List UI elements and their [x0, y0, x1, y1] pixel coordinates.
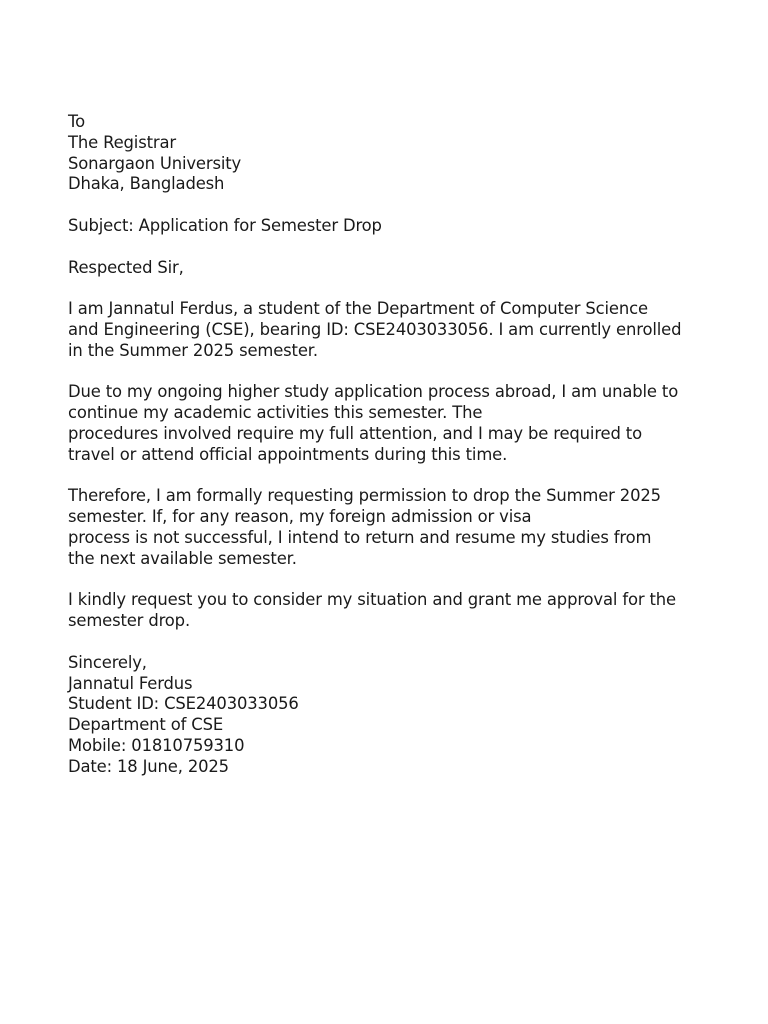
salutation: Respected Sir, — [68, 257, 184, 277]
paragraph-line: I kindly request you to consider my situation and grant me approval for the — [68, 590, 676, 610]
date: Date: 18 June, 2025 — [68, 756, 229, 776]
salutation-block — [68, 258, 728, 279]
letter-body — [68, 112, 728, 778]
closing: Sincerely, — [68, 652, 147, 672]
spacer — [68, 278, 728, 299]
subject-block — [68, 216, 728, 237]
spacer — [68, 362, 728, 383]
paragraph-2 — [68, 382, 728, 465]
department: Department of CSE — [68, 715, 224, 735]
paragraph-line: Due to my ongoing higher study application process abroad, I am unable to — [68, 382, 679, 402]
recipient-to: To — [68, 112, 85, 131]
spacer — [68, 237, 728, 258]
spacer — [68, 570, 728, 591]
paragraph-line: procedures involved require my full attention, and I may be required to — [68, 423, 642, 443]
paragraph-line: the next available semester. — [68, 548, 297, 568]
recipient-location: Dhaka, Bangladesh — [68, 174, 225, 194]
paragraph-line: travel or attend official appointments during this time. — [68, 444, 508, 464]
paragraph-1 — [68, 299, 728, 361]
paragraph-line: I am Jannatul Ferdus, a student of the Department of Computer Science — [68, 299, 648, 319]
paragraph-line: in the Summer 2025 semester. — [68, 340, 318, 360]
mobile: Mobile: 01810759310 — [68, 735, 245, 755]
paragraph-line: process is not successful, I intend to return and resume my studies from — [68, 527, 652, 547]
signer-name: Jannatul Ferdus — [68, 673, 193, 693]
paragraph-line: semester. If, for any reason, my foreign admission or visa — [68, 507, 532, 527]
recipient-block — [68, 112, 728, 195]
paragraph-3 — [68, 486, 728, 569]
paragraph-line: and Engineering (CSE), bearing ID: CSE2403033056. I am currently enrolled — [68, 319, 682, 339]
spacer — [68, 195, 728, 216]
recipient-title: The Registrar — [68, 132, 176, 152]
subject-line: Subject: Application for Semester Drop — [68, 215, 382, 235]
student-id: Student ID: CSE2403033056 — [68, 694, 299, 714]
paragraph-line: semester drop. — [68, 611, 190, 631]
signature-block — [68, 653, 728, 778]
paragraph-line: continue my academic activities this semester. The — [68, 403, 483, 423]
spacer — [68, 632, 728, 653]
paragraph-line: Therefore, I am formally requesting permission to drop the Summer 2025 — [68, 486, 661, 506]
paragraph-4 — [68, 590, 728, 632]
spacer — [68, 466, 728, 487]
recipient-institution: Sonargaon University — [68, 153, 242, 173]
